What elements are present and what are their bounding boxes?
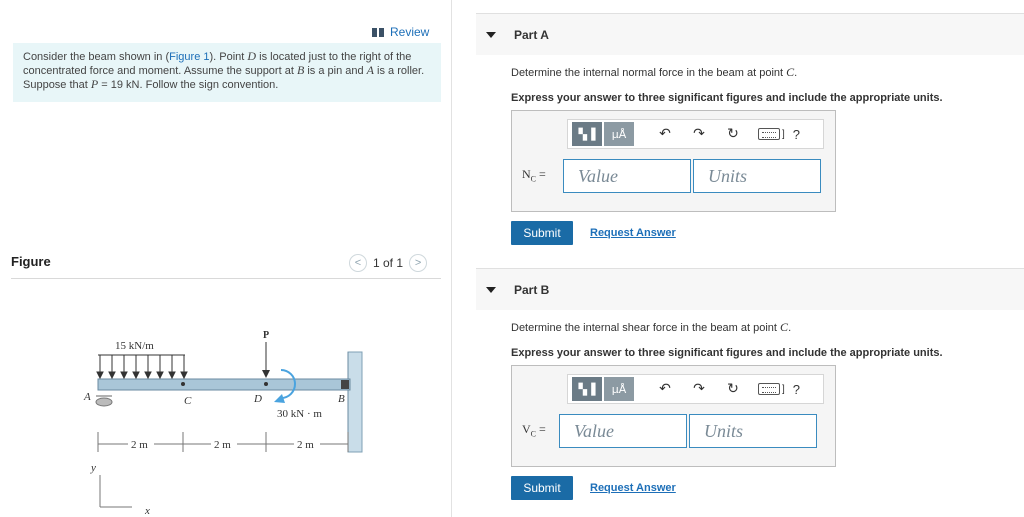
pin-b [341,380,349,389]
point-d-marker [264,382,268,386]
request-answer-link[interactable]: Request Answer [590,482,676,494]
roller-a [96,398,112,406]
variable-sub: C [530,174,537,184]
answer-box [511,365,836,467]
beam [98,379,350,390]
undo-icon[interactable]: ↶ [659,381,671,397]
submit-button[interactable]: Submit [511,221,573,245]
dimension-label: 2 m [297,439,314,451]
figure-link[interactable]: Figure 1 [169,51,210,63]
undo-icon[interactable]: ↶ [659,126,671,142]
redo-icon[interactable]: ↷ [693,381,705,397]
bracket-glyph: ] [782,383,785,395]
x-axis-label: x [145,505,150,515]
question-suffix: . [794,67,798,79]
math-toolbar [567,119,824,149]
point-c-label: C [184,395,192,407]
point-b-label: B [338,393,345,405]
question-point: C [780,320,789,334]
part-b-body [511,320,1011,359]
point-b-var: B [296,63,305,77]
caret-down-icon [486,287,496,293]
problem-statement [13,43,441,102]
value-input[interactable]: Value [559,414,687,448]
part-title: Part A [514,27,549,42]
point-d-label: D [254,393,262,405]
variable-label [522,422,546,438]
instruction-text: Express your answer to three significant figures and include the appropriate units. [511,347,943,359]
math-toolbar [567,374,824,404]
equals-sign: = [536,422,546,436]
point-c-marker [181,382,185,386]
review-link[interactable] [372,25,429,39]
p-label: P [263,330,270,341]
submit-button[interactable]: Submit [511,476,573,500]
figure-counter: 1 of 1 [373,256,404,270]
problem-text: is located just to the right of the concentrated force and moment. Assume the support at [23,51,412,77]
units-button[interactable]: μÅ [604,122,634,146]
bracket-glyph: ] [782,128,785,140]
variable-main: N [522,167,531,181]
dimension-label: 2 m [131,439,148,451]
figure-navigation [349,254,427,272]
load-label: 15 kN/m [115,340,154,352]
dimension-label: 2 m [214,439,231,451]
problem-text: = 19 kN. Follow the sign convention. [98,79,279,91]
help-icon[interactable]: ? [792,381,801,397]
problem-text: ). Point [209,51,248,63]
beam-figure [60,320,380,515]
fraction-template-icon[interactable]: ▚▐ [572,122,602,146]
redo-icon[interactable]: ↷ [693,126,705,142]
question-text [511,320,1011,335]
point-d-var: D [247,49,257,63]
point-a-label: A [84,391,91,403]
caret-down-icon [486,32,496,38]
units-input[interactable]: Units [689,414,817,448]
p-var: P [90,77,99,91]
question-prefix: Determine the internal normal force in the beam at point [511,67,787,79]
prev-figure-button[interactable]: < [349,254,367,272]
reset-icon[interactable]: ↻ [727,381,739,397]
next-figure-button[interactable]: > [409,254,427,272]
variable-main: V [522,422,531,436]
fraction-template-icon[interactable]: ▚▐ [572,377,602,401]
units-button[interactable]: μÅ [604,377,634,401]
answer-box [511,110,836,212]
units-input[interactable]: Units [693,159,821,193]
equals-sign: = [536,167,546,181]
keyboard-icon[interactable] [758,128,780,140]
request-answer-link[interactable]: Request Answer [590,227,676,239]
wall-support [348,352,362,452]
y-axis-label: y [91,462,96,474]
question-point: C [786,65,795,79]
review-label: Review [390,25,430,39]
divider [11,278,441,279]
question-text [511,65,1011,80]
part-b-header[interactable] [476,268,1024,310]
question-suffix: . [788,322,792,334]
distributed-load-arrows [97,355,187,378]
question-prefix: Determine the internal shear force in the beam at point [511,322,781,334]
variable-sub: C [530,429,537,439]
problem-panel [0,0,452,517]
help-icon[interactable]: ? [792,126,801,142]
part-a-body [511,65,1011,104]
point-a-var: A [366,63,374,77]
instruction-text: Express your answer to three significant figures and include the appropriate units. [511,92,943,104]
part-title: Part B [514,282,550,297]
book-icon [372,28,385,37]
value-input[interactable]: Value [563,159,691,193]
problem-text: is a roller. Suppose that [23,65,425,91]
problem-text: is a pin and [304,65,367,77]
moment-label: 30 kN · m [277,408,322,420]
part-a-header[interactable] [476,13,1024,55]
figure-heading: Figure [11,254,51,269]
keyboard-icon[interactable] [758,383,780,395]
problem-text: Consider the beam shown in ( [23,51,170,63]
variable-label [522,167,546,183]
reset-icon[interactable]: ↻ [727,126,739,142]
